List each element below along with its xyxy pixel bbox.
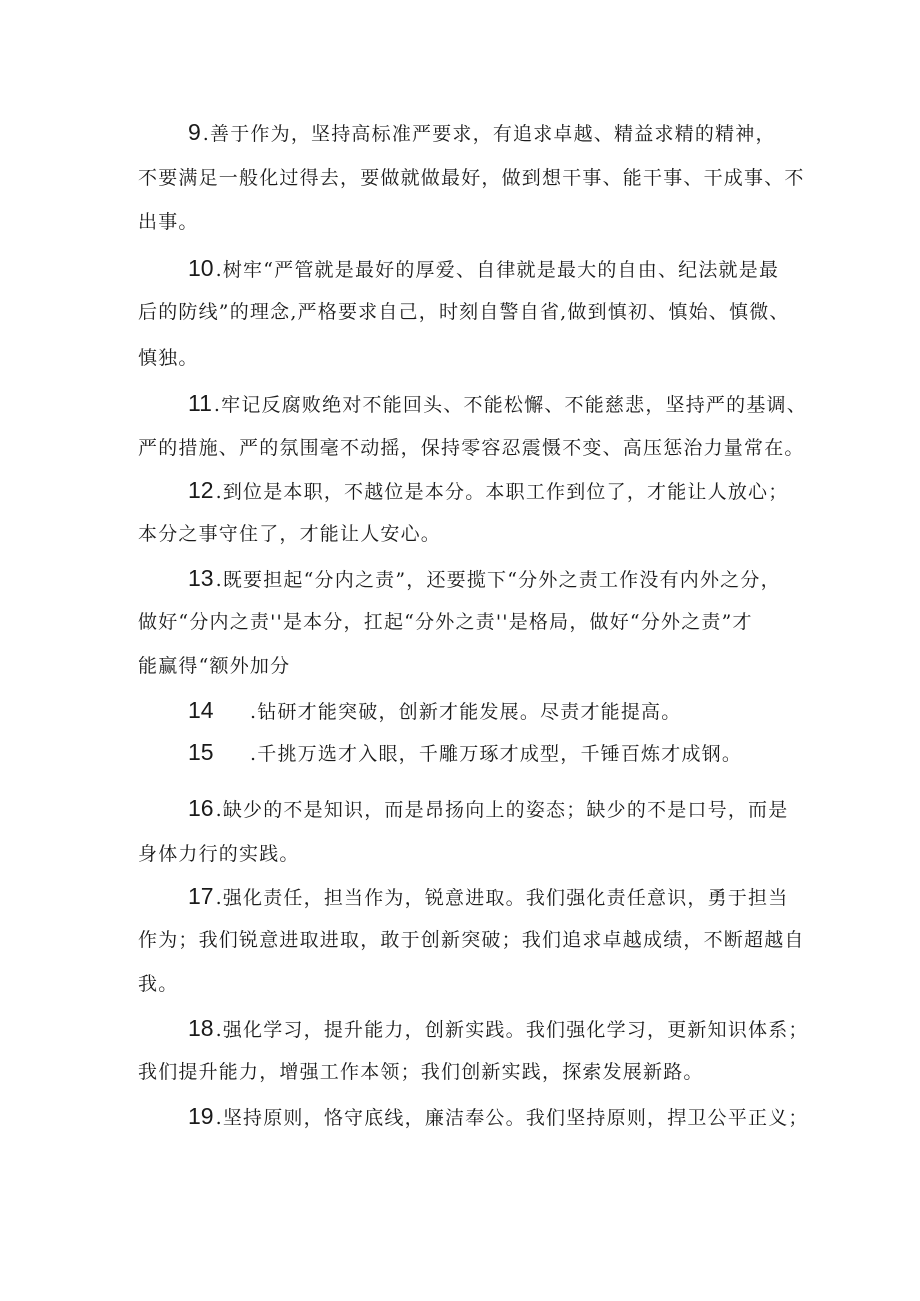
item-11-line-1: 11 .牢记反腐败绝对不能回头、不能松懈、不能慈悲，坚持严的基调、: [188, 390, 807, 416]
item-13-line-1: 13 .既要担起“分内之责”，还要揽下“分外之责工作没有内外之分，: [188, 565, 781, 591]
item-10-line-2: 后的防线”的理念,严格要求自己，时刻自警自省,做到慎初、慎始、慎微、: [138, 301, 790, 323]
item-19-line-1: 19 .坚持原则，恪守底线，廉洁奉公。我们坚持原则，捍卫公平正义；: [188, 1103, 809, 1129]
item-17-line-3: 我。: [138, 973, 179, 995]
item-number: 14: [188, 697, 214, 723]
item-13-line-2: 做好“分内之责''是本分，扛起“分外之责''是格局，做好“分外之责”才: [138, 611, 753, 633]
item-number: 17: [188, 883, 214, 909]
item-18-line-1: 18 .强化学习，提升能力，创新实践。我们强化学习，更新知识体系；: [188, 1015, 809, 1041]
item-11-line-2: 严的措施、严的氛围毫不动摇，保持零容忍震慑不变、高压惩治力量常在。: [138, 437, 805, 459]
item-9-line-1: 9 .善于作为，坚持高标准严要求，有追求卓越、精益求精的精神，: [188, 119, 776, 145]
item-number: 19: [188, 1103, 214, 1129]
item-16-line-1: 16 .缺少的不是知识，而是昂扬向上的姿态；缺少的不是口号，而是: [188, 795, 789, 821]
item-15-line-1: 15 .千挑万选才入眼，千雕万琢才成型，千锤百炼才成钢。: [188, 739, 743, 765]
item-number: 15: [188, 739, 214, 765]
item-9-line-3: 出事。: [138, 211, 199, 233]
item-13-line-3: 能赢得“额外加分: [138, 655, 291, 677]
item-10-line-3: 慎独。: [138, 347, 199, 369]
item-16-line-2: 身体力行的实践。: [138, 843, 300, 865]
item-9-line-2: 不要满足一般化过得去，要做就做最好，做到想干事、能干事、干成事、不: [138, 167, 805, 189]
item-number: 13: [188, 565, 214, 591]
item-12-line-2: 本分之事守住了，才能让人安心。: [138, 523, 442, 545]
item-18-line-2: 我们提升能力，增强工作本领；我们创新实践，探索发展新路。: [138, 1061, 704, 1083]
item-14-line-1: 14 .钻研才能突破，创新才能发展。尽责才能提高。: [188, 697, 682, 723]
item-17-line-1: 17 .强化责任，担当作为，锐意进取。我们强化责任意识，勇于担当: [188, 883, 789, 909]
item-12-line-1: 12 .到位是本职，不越位是本分。本职工作到位了，才能让人放心；: [188, 477, 789, 503]
item-17-line-2: 作为；我们锐意进取进取，敢于创新突破；我们追求卓越成绩，不断超越自: [138, 929, 805, 951]
item-number: 9: [188, 119, 201, 145]
item-number: 11: [188, 390, 212, 416]
item-10-line-1: 10 .树牢“严管就是最好的厚爱、自律就是最大的自由、纪法就是最: [188, 255, 780, 281]
item-number: 12: [188, 477, 214, 503]
item-number: 10: [188, 255, 214, 281]
item-number: 16: [188, 795, 214, 821]
item-number: 18: [188, 1015, 214, 1041]
